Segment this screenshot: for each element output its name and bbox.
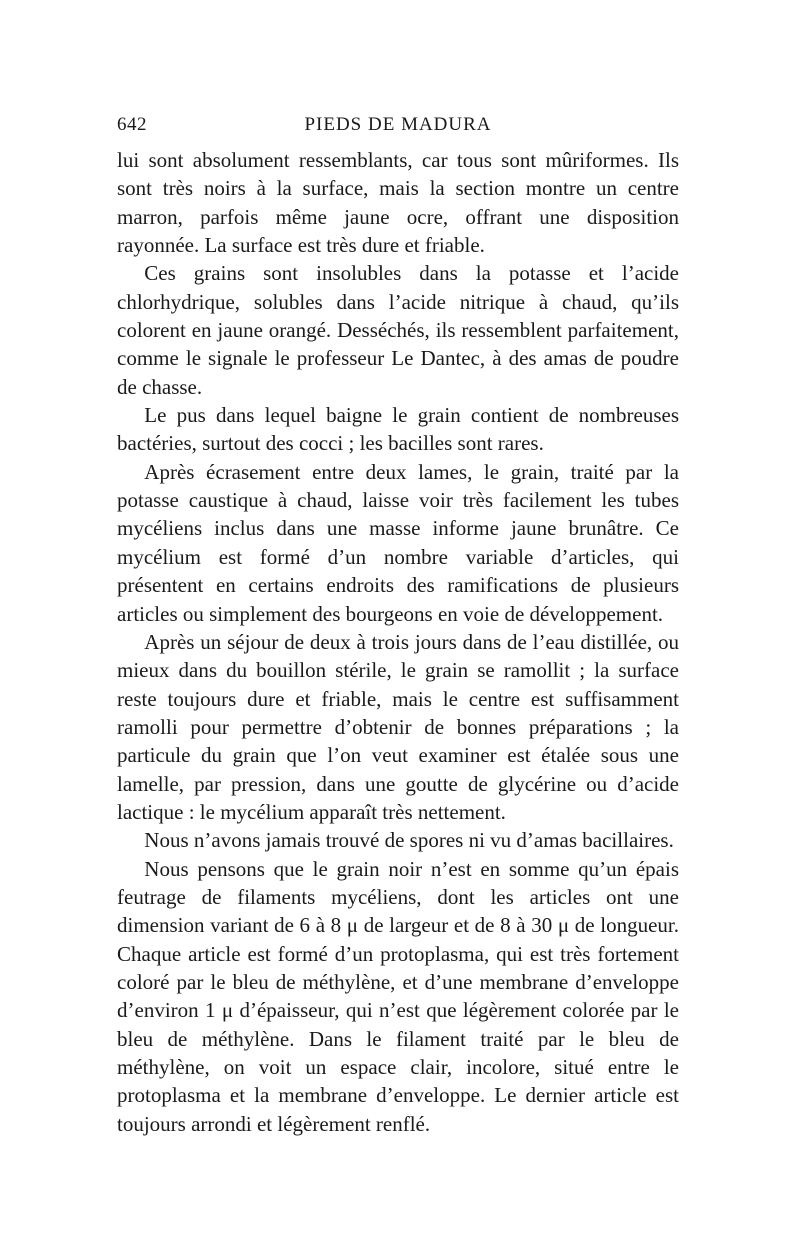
paragraph-5: Après un séjour de deux à trois jours dans de l’eau distillée, ou mieux dans du bouillon stérile, le grain se ramollit ; la surface reste toujours dure et friable, mais le centre est suffisamment ramolli pour permettre d’obtenir de bonnes préparations ; la particule du grain que l’on veut examiner est étalée sous une lamelle, par pression, dans une goutte de glycérine ou d’acide lactique : le mycélium apparaît très nettement. [117,629,679,824]
paragraph-4: Après écrasement entre deux lames, le grain, traité par la potasse caustique à chaud, laisse voir très facilement les tubes mycéliens inclus dans une masse informe jaune brunâtre. Ce mycélium est formé d’un nombre variable d’articles, qui présentent en certains endroits des ramifications de plusieurs articles ou simplement des bourgeons en voie de développement. [117,459,679,626]
page-number: 642 [117,114,147,135]
paragraph-2: Ces grains sont insolubles dans la potasse et l’acide chlorhydrique, solubles dans l’acide nitrique à chaud, qu’ils colorent en jaune orangé. Desséchés, ils ressemblent parfaitement, comme le signale le professeur Le Dantec, à des amas de poudre de chasse. [117,261,679,399]
paragraph-7: Nous pensons que le grain noir n’est en somme qu’un épais feutrage de filaments mycéliens, dont les articles ont une dimension variant de 6 à 8 μ de largeur et de 8 à 30 μ de longueur. Chaque article est formé d’un protoplasma, qui est très fortement coloré par le bleu de méthylène, et d’une membrane d’enveloppe d’environ 1 μ d’épaisseur, qui n’est que légèrement colorée par le bleu de méthylène. Dans le filament traité par le bleu de méthylène, on voit un espace clair, incolore, situé entre le protoplasma et la membrane d’enveloppe. Le dernier article est toujours arrondi et légèrement renflé. [117,856,679,1136]
paragraph-3: Le pus dans lequel baigne le grain contient de nombreuses bactéries, surtout des cocci ; les bacilles sont rares. [117,403,679,456]
running-title: PIEDS DE MADURA [304,114,492,135]
paragraph-6: Nous n’avons jamais trouvé de spores ni vu d’amas bacillaires. [144,828,674,853]
running-head [117,114,679,144]
paragraph-1: lui sont absolument ressemblants, car tous sont mûriformes. Ils sont très noirs à la surface, mais la section montre un centre marron, parfois même jaune ocre, offrant une disposition rayonnée. La surface est très dure et friable. [117,148,679,258]
body-text [117,146,679,1138]
